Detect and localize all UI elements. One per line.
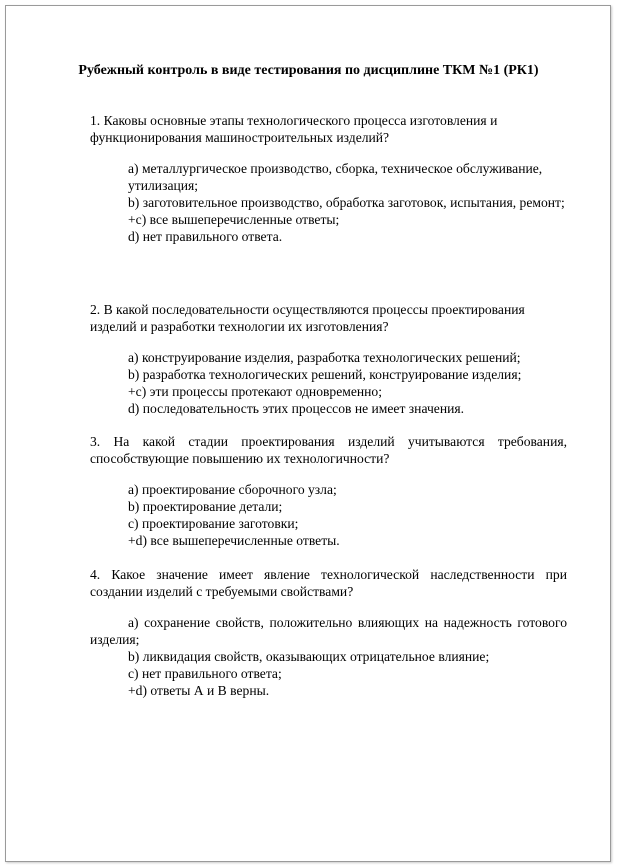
question-text: 2. В какой последовательности осуществляются процессы проектирования изделий и разработки технологии их изготовления? <box>90 302 525 334</box>
answer-options <box>90 481 567 549</box>
answer-option: d) нет правильного ответа. <box>128 229 283 244</box>
question-text: 3. На какой стадии проектирования изделий учитываются требования, способствующие повышению их технологичности? <box>90 434 567 466</box>
answer-option: a) конструирование изделия, разработка технологических решений; <box>128 350 521 365</box>
answer-options <box>90 160 567 245</box>
answer-option: b) проектирование детали; <box>128 499 283 514</box>
answer-option: c) проектирование заготовки; <box>128 516 299 531</box>
answer-option: +c) все вышеперечисленные ответы; <box>128 212 340 227</box>
answer-option: c) нет правильного ответа; <box>128 666 282 681</box>
answer-options <box>90 614 567 699</box>
answer-options <box>90 349 567 417</box>
answer-option: +d) все вышеперечисленные ответы. <box>128 533 340 548</box>
question-4 <box>90 566 567 699</box>
answer-option: +d) ответы А и В верны. <box>128 683 270 698</box>
question-3 <box>90 433 567 549</box>
answer-option: +c) эти процессы протекают одновременно; <box>128 384 382 399</box>
answer-option: a) металлургическое производство, сборка, техническое обслуживание, утилизация; <box>128 161 543 193</box>
question-2 <box>90 301 567 417</box>
question-1 <box>90 112 567 245</box>
answer-option: a) сохранение свойств, положительно влияющих на надежность готового изделия; <box>90 615 567 647</box>
answer-option: b) ликвидация свойств, оказывающих отрицательное влияние; <box>128 649 490 664</box>
question-text: 4. Какое значение имеет явление технологической наследственности при создании изделий с требуемыми свойствами? <box>90 567 567 599</box>
document-title: Рубежный контроль в виде тестирования по дисциплине ТКМ №1 (РК1) <box>78 63 539 78</box>
answer-option: b) заготовительное производство, обработка заготовок, испытания, ремонт; <box>128 195 565 210</box>
answer-option: d) последовательность этих процессов не имеет значения. <box>128 401 465 416</box>
answer-option: b) разработка технологических решений, конструирование изделия; <box>128 367 522 382</box>
answer-option: a) проектирование сборочного узла; <box>128 482 337 497</box>
question-text: 1. Каковы основные этапы технологического процесса изготовления и функционирования машиностроительных изделий? <box>90 113 498 145</box>
